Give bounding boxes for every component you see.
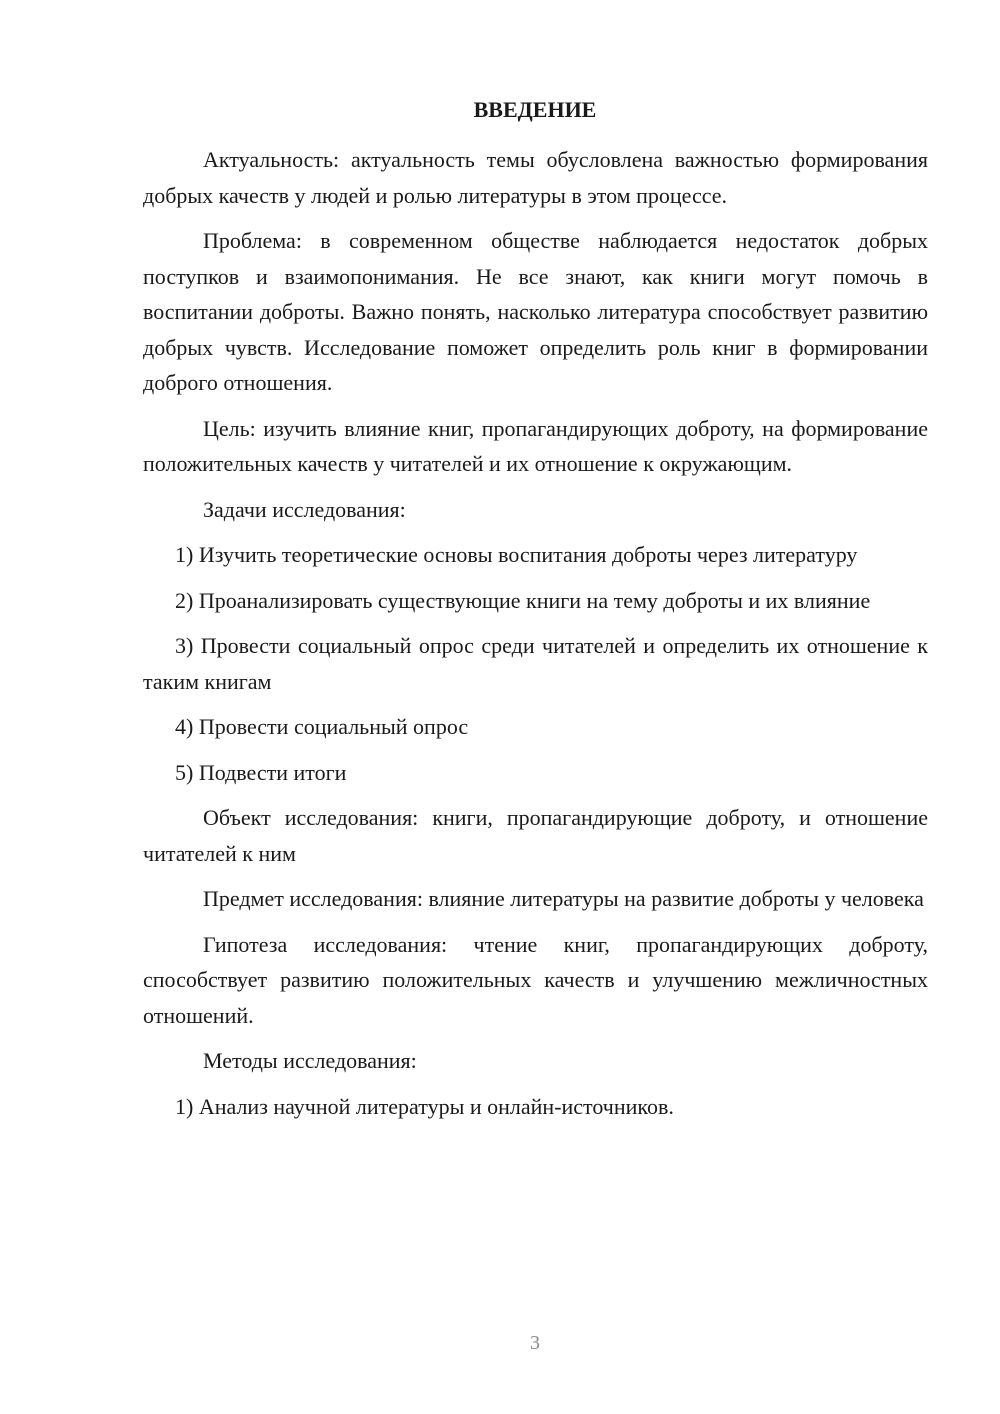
document-body bbox=[143, 142, 928, 1134]
paragraph-problem: Проблема: в современном обществе наблюдается недостаток добрых поступков и взаимопонимания. Не все знают, как книги могут помочь в воспитании доброты. Важно понять, насколько литература способствует развитию добрых чувств. Исследование поможет определить роль книг в формировании доброго отношения. bbox=[143, 228, 928, 395]
paragraph-hypothesis: Гипотеза исследования: чтение книг, пропагандирующих доброту, способствует развитию положительных качеств и улучшению межличностных отношений. bbox=[143, 931, 928, 1028]
paragraph-subject: Предмет исследования: влияние литературы на развитие доброты у человека bbox=[203, 886, 924, 911]
paragraph-methods-heading: Методы исследования: bbox=[203, 1048, 417, 1073]
list-item-task-3: 3) Провести социальный опрос среди читателей и определить их отношение к таким книгам bbox=[143, 633, 928, 694]
list-item-method-1: 1) Анализ научной литературы и онлайн-источников. bbox=[175, 1093, 674, 1119]
paragraph-relevance: Актуальность: актуальность темы обусловлена важностью формирования добрых качеств у людей и ролью литературы в этом процессе. bbox=[143, 147, 928, 208]
paragraph-tasks-heading: Задачи исследования: bbox=[203, 496, 406, 522]
page-title: ВВЕДЕНИЕ bbox=[473, 97, 597, 122]
list-item-task-4: 4) Провести социальный опрос bbox=[175, 714, 469, 739]
list-item-task-5: 5) Подвести итоги bbox=[175, 759, 347, 785]
paragraph-goal: Цель: изучить влияние книг, пропагандирующих доброту, на формирование положительных качеств у читателей и их отношение к окружающим. bbox=[143, 415, 928, 476]
paragraph-object: Объект исследования: книги, пропагандирующие доброту, и отношение читателей к ним bbox=[143, 805, 928, 866]
page-number: 3 bbox=[530, 1332, 540, 1354]
list-item-task-1: 1) Изучить теоретические основы воспитания доброты через литературу bbox=[175, 542, 858, 567]
list-item-task-2: 2) Проанализировать существующие книги на тему доброты и их влияние bbox=[175, 587, 871, 613]
